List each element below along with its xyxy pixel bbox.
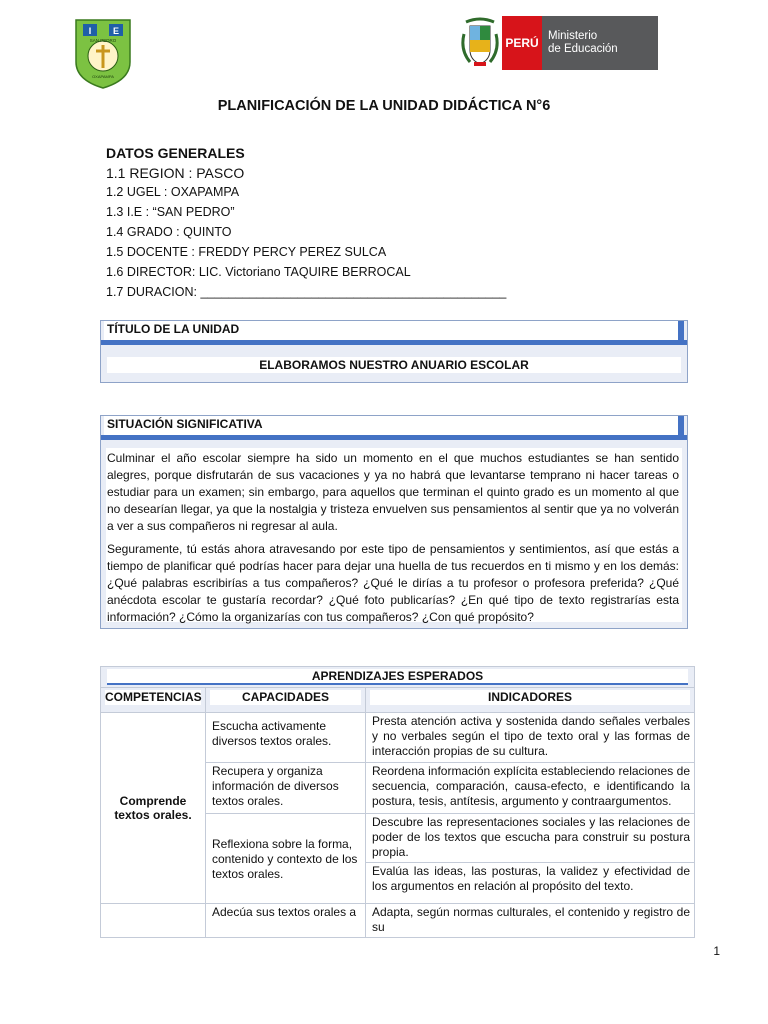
empty-competencia-cell: [101, 904, 206, 938]
indicador-1: Presta atención activa y sostenida dando señales verbales y no verbales según el tipo de texto oral y las formas de interacción propias de su cultura.: [372, 714, 691, 758]
page-number: 1: [713, 944, 720, 958]
svg-text:I: I: [88, 26, 92, 36]
region-field: 1.1 REGION : PASCO: [106, 165, 245, 181]
column-header-competencias: [101, 688, 206, 713]
titulo-unidad-label: TÍTULO DE LA UNIDAD: [104, 321, 684, 340]
svg-text:E: E: [112, 26, 120, 36]
capacidades-header-label: CAPACIDADES: [210, 690, 361, 705]
duracion-field: 1.7 DURACION: ____________________________________________: [106, 285, 507, 299]
titulo-unidad-value: ELABORAMOS NUESTRO ANUARIO ESCOLAR: [107, 357, 681, 373]
column-header-indicadores: [366, 688, 695, 713]
datos-generales-heading: DATOS GENERALES: [106, 145, 245, 161]
situacion-paragraph-1: Culminar el año escolar siempre ha sido un momento en el que muchos estudiantes se han sentido alegres, porque disfrutarán de sus vacaciones y ya no habrá que levantarse temprano ni hacer tareas o estudiar para un examen; sin embargo, para aquellos que terminan el quinto grado es un momento al que no desearían llegar, ya que la nostalgia y tristeza envuelven sus pensamientos al sentir que ya no volverán a ver a sus compañeros ni regresar al aula.: [107, 451, 679, 533]
director-field: 1.6 DIRECTOR: LIC. Victoriano TAQUIRE BERROCAL: [106, 265, 411, 279]
table-row: [206, 814, 366, 904]
school-logo: [74, 18, 132, 90]
ministerio-educacion-logo: [460, 16, 660, 70]
table-row: [206, 763, 366, 814]
indicador-3: Descubre las representaciones sociales y las relaciones de poder de los textos que escucha para construir su postura propia.: [366, 814, 694, 863]
titulo-unidad-section: [100, 320, 688, 383]
table-row: [206, 904, 366, 938]
competencias-header-label: COMPETENCIAS: [105, 690, 202, 704]
peru-label: PERÚ: [502, 16, 542, 70]
capacidad-2: Recupera y organiza información de diversos textos orales.: [212, 764, 339, 808]
table-row: [366, 713, 695, 763]
indicadores-header-label: INDICADORES: [370, 690, 690, 705]
situacion-significativa-section: [100, 415, 688, 629]
svg-text:OXAPAMPA: OXAPAMPA: [92, 74, 114, 79]
ministerio-label: [542, 16, 658, 70]
indicador-4: Evalúa las ideas, las posturas, la validez y efectividad de los argumentos en relación al propósito del texto.: [372, 864, 691, 893]
indicador-5: Adapta, según normas culturales, el contenido y registro de su: [372, 905, 691, 934]
svg-text:SAN PEDRO: SAN PEDRO: [89, 38, 117, 43]
column-header-capacidades: [206, 688, 366, 713]
ministerio-line-2: de Educación: [548, 43, 618, 55]
table-row: [366, 814, 695, 904]
document-title: PLANIFICACIÓN DE LA UNIDAD DIDÁCTICA N°6: [217, 98, 551, 114]
ie-field: 1.3 I.E : “SAN PEDRO”: [106, 205, 235, 219]
situacion-significativa-label: SITUACIÓN SIGNIFICATIVA: [104, 416, 684, 435]
capacidad-3: Reflexiona sobre la forma, contenido y contexto de los textos orales.: [212, 837, 358, 881]
ugel-field: 1.2 UGEL : OXAPAMPA: [106, 185, 240, 199]
grado-field: 1.4 GRADO : QUINTO: [106, 225, 232, 239]
aprendizajes-title: APRENDIZAJES ESPERADOS: [107, 669, 688, 685]
capacidad-1: Escucha activamente diversos textos orales.: [212, 719, 332, 748]
table-row: [206, 713, 366, 763]
situacion-significativa-text: [106, 448, 682, 622]
situacion-paragraph-2: Seguramente, tú estás ahora atravesando por este tipo de pensamientos y sentimientos, así que estás a tiempo de planificar qué podrías hacer para dejar una huella de tus recuerdos en ti mismo y en los demás: ¿Qué palabras escribirías a tus compañeros? ¿Qué le dirías a tu profesor o profesora preferida? ¿Qué anécdota escolar te gustaría recordar? ¿Qué foto publicarías? ¿En qué tipo de texto registrarías esta información? ¿Cómo la organizarías con tus compañeros? ¿Con qué propósito?: [107, 542, 679, 624]
capacidad-4: Adecúa sus textos orales a: [212, 905, 357, 919]
docente-field: 1.5 DOCENTE : FREDDY PERCY PEREZ SULCA: [106, 245, 387, 259]
ministerio-line-1: Ministerio: [548, 30, 598, 42]
aprendizajes-title-cell: [101, 667, 695, 688]
peru-coat-of-arms-icon: [460, 16, 500, 70]
table-row: [366, 763, 695, 814]
table-row: [366, 904, 695, 938]
aprendizajes-table: [100, 666, 695, 938]
competencia-cell: Comprende textos orales.: [101, 713, 206, 904]
indicador-2: Reordena información explícita estableciendo relaciones de secuencia, comparación, causa-efecto, e identificando la postura, tesis, antítesis, argumento y contraargumentos.: [372, 764, 691, 808]
